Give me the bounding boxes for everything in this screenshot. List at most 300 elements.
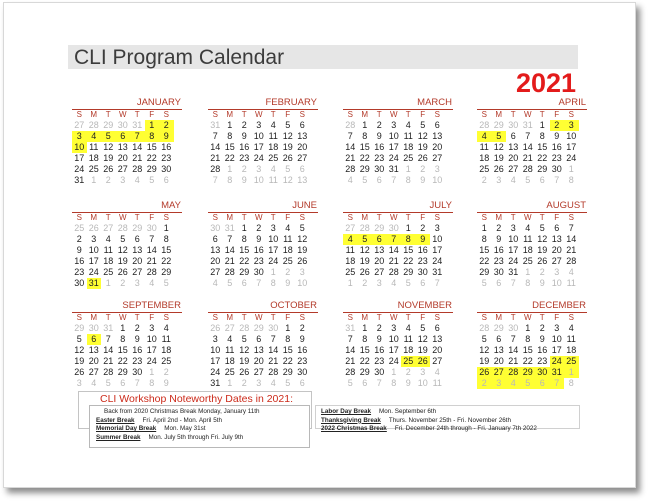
day-cell: 30 [161, 164, 172, 174]
day-cell: 8 [391, 378, 397, 388]
day-cell: 5 [481, 278, 487, 288]
weekday-header: T [376, 213, 382, 222]
weekday-header: S [568, 313, 574, 322]
day-cell: 2 [134, 323, 140, 333]
day-cell-highlighted: 31 [87, 278, 102, 289]
day-cell: 8 [120, 334, 126, 344]
day-cell: 5 [149, 175, 155, 185]
weekday-header: M [361, 213, 369, 222]
day-cell: 30 [297, 367, 308, 377]
day-cell: 15 [537, 142, 548, 152]
weekday-header: F [420, 213, 426, 222]
day-cell: 7 [525, 131, 531, 141]
day-cell: 15 [282, 345, 293, 355]
day-cell: 29 [239, 267, 250, 277]
day-cell-highlighted: 3 [564, 120, 579, 131]
day-cell: 20 [117, 153, 128, 163]
day-cell: 10 [388, 131, 399, 141]
day-cell-highlighted: 31 [550, 367, 565, 378]
day-cell: 10 [432, 175, 443, 185]
day-cell: 25 [282, 256, 293, 266]
day-cell: 5 [285, 164, 291, 174]
day-cell: 8 [525, 278, 531, 288]
day-cell: 30 [508, 120, 519, 130]
month-january [72, 97, 182, 186]
day-cell: 28 [345, 164, 356, 174]
day-cell: 31 [388, 164, 399, 174]
day-cell-highlighted: 7 [550, 378, 565, 389]
day-cell: 19 [103, 153, 114, 163]
day-cell: 4 [568, 267, 574, 277]
day-cell: 4 [434, 367, 440, 377]
day-cell: 2 [405, 367, 411, 377]
day-cell: 8 [227, 131, 233, 141]
day-cell: 22 [522, 356, 533, 366]
note-row [96, 408, 309, 417]
day-cell: 19 [417, 345, 428, 355]
day-cell: 27 [297, 153, 308, 163]
weekday-header: S [212, 213, 218, 222]
day-cell: 8 [568, 378, 574, 388]
day-cell: 2 [105, 175, 111, 185]
day-cell: 26 [417, 153, 428, 163]
day-cell-highlighted: 4 [506, 378, 521, 389]
day-cell: 28 [224, 267, 235, 277]
day-cell: 16 [161, 142, 172, 152]
month-name: NOVEMBER [343, 300, 453, 313]
day-cell: 27 [88, 367, 99, 377]
day-cell: 28 [479, 120, 490, 130]
month-name: AUGUST [477, 200, 587, 213]
weekday-header: W [254, 213, 263, 222]
day-cell: 19 [479, 356, 490, 366]
day-cell: 21 [522, 153, 533, 163]
day-cell: 25 [224, 367, 235, 377]
day-cell: 6 [134, 234, 140, 244]
day-cell: 28 [146, 267, 157, 277]
day-cell: 2 [496, 223, 502, 233]
day-cell: 8 [285, 334, 291, 344]
day-cell: 12 [239, 345, 250, 355]
day-cell: 6 [120, 378, 126, 388]
day-cell: 26 [239, 367, 250, 377]
weekday-header: F [420, 313, 426, 322]
weekday-header: T [134, 313, 140, 322]
weekday-header: M [495, 313, 503, 322]
day-cell-highlighted: 25 [564, 356, 579, 367]
day-cell: 26 [103, 164, 114, 174]
day-cell-highlighted: 2 [550, 120, 565, 131]
weekday-header: M [361, 313, 369, 322]
day-cell: 7 [256, 278, 262, 288]
day-cell: 28 [132, 164, 143, 174]
day-cell: 8 [481, 234, 487, 244]
day-cell-highlighted: 2 [477, 378, 492, 389]
weekday-header: F [149, 213, 155, 222]
day-cell: 9 [134, 334, 140, 344]
day-cell: 7 [212, 131, 218, 141]
month-november [343, 300, 453, 389]
weekday-header: W [523, 110, 532, 119]
day-cell: 9 [285, 278, 291, 288]
day-cell: 18 [224, 356, 235, 366]
weekday-header: T [376, 313, 382, 322]
day-cell: 2 [376, 323, 382, 333]
day-cell: 31 [345, 323, 356, 333]
day-cell: 1 [227, 164, 233, 174]
day-cell: 19 [239, 356, 250, 366]
weekday-header: S [163, 110, 169, 119]
weekday-header: W [254, 313, 263, 322]
day-cell: 30 [117, 120, 128, 130]
day-cell: 17 [210, 356, 221, 366]
day-cell: 11 [345, 245, 355, 255]
day-cell: 16 [537, 345, 548, 355]
weekday-header: W [389, 313, 398, 322]
day-cell: 11 [479, 142, 489, 152]
day-cell: 24 [388, 356, 399, 366]
day-cell: 12 [479, 345, 490, 355]
weekday-header: W [523, 213, 532, 222]
day-cell: 27 [432, 356, 443, 366]
note-row [321, 425, 579, 434]
day-cell: 28 [88, 120, 99, 130]
day-cell: 11 [566, 334, 576, 344]
day-cell: 13 [432, 131, 443, 141]
day-cell: 1 [163, 223, 169, 233]
day-cell: 7 [376, 378, 382, 388]
day-cell: 1 [227, 378, 233, 388]
day-cell: 4 [285, 223, 291, 233]
day-cell: 9 [420, 175, 426, 185]
day-cell-highlighted: 8 [145, 131, 160, 142]
day-cell: 3 [91, 234, 97, 244]
day-cell: 13 [88, 345, 99, 355]
day-cell: 3 [134, 278, 140, 288]
day-cell: 24 [432, 256, 443, 266]
day-cell: 14 [210, 142, 221, 152]
day-cell: 6 [510, 131, 516, 141]
day-cell: 31 [224, 223, 235, 233]
weekday-header: T [539, 213, 545, 222]
day-cell: 10 [551, 334, 562, 344]
note-label: 2022 Christmas Break [321, 425, 387, 432]
day-cell: 27 [253, 367, 264, 377]
weekday-header: S [481, 313, 487, 322]
day-cell: 19 [417, 142, 428, 152]
day-cell: 6 [554, 223, 560, 233]
weekday-header: F [554, 110, 560, 119]
month-august [477, 200, 587, 289]
day-cell: 20 [210, 256, 221, 266]
month-grid [208, 213, 318, 289]
day-cell: 7 [554, 175, 560, 185]
day-cell: 12 [417, 334, 428, 344]
day-cell: 29 [161, 267, 172, 277]
weekday-header: T [241, 213, 247, 222]
day-cell: 22 [537, 153, 548, 163]
day-cell: 22 [282, 356, 293, 366]
day-cell: 21 [132, 153, 143, 163]
day-cell: 18 [479, 153, 490, 163]
day-cell: 4 [91, 378, 97, 388]
day-cell: 22 [224, 153, 235, 163]
day-cell: 14 [224, 245, 235, 255]
weekday-header: M [495, 213, 503, 222]
day-cell: 9 [376, 334, 382, 344]
day-cell: 20 [551, 245, 562, 255]
day-cell: 5 [347, 378, 353, 388]
day-cell: 16 [74, 256, 85, 266]
weekday-header: T [510, 213, 516, 222]
day-cell: 11 [268, 131, 278, 141]
day-cell: 21 [210, 153, 221, 163]
day-cell: 8 [362, 334, 368, 344]
day-cell: 28 [268, 367, 279, 377]
day-cell: 31 [210, 120, 221, 130]
day-cell-highlighted: 7 [387, 234, 402, 245]
day-cell: 25 [103, 267, 114, 277]
day-cell: 17 [74, 153, 85, 163]
day-cell: 27 [551, 256, 562, 266]
day-cell: 16 [239, 142, 250, 152]
month-march [343, 97, 453, 186]
day-cell: 25 [161, 356, 172, 366]
day-cell: 2 [241, 378, 247, 388]
day-cell: 3 [434, 164, 440, 174]
day-cell: 27 [345, 223, 356, 233]
day-cell-highlighted: 25 [401, 356, 416, 367]
day-cell: 24 [74, 164, 85, 174]
day-cell: 30 [493, 267, 504, 277]
day-cell: 5 [285, 378, 291, 388]
day-cell: 18 [282, 245, 293, 255]
day-cell: 19 [297, 245, 308, 255]
weekday-header: T [405, 213, 411, 222]
day-cell: 13 [117, 142, 128, 152]
day-cell: 4 [270, 164, 276, 174]
day-cell: 13 [493, 345, 504, 355]
day-cell: 4 [105, 234, 111, 244]
day-cell-highlighted: 4 [343, 234, 358, 245]
day-cell: 14 [522, 142, 533, 152]
day-cell: 21 [268, 356, 279, 366]
day-cell-highlighted: 6 [116, 131, 131, 142]
day-cell: 30 [374, 367, 385, 377]
weekday-header: T [539, 313, 545, 322]
month-grid [343, 313, 453, 389]
day-cell: 11 [566, 278, 576, 288]
note-text: Back from 2020 Christmas Break Monday, January 11th [104, 408, 260, 415]
day-cell: 27 [508, 164, 519, 174]
day-cell: 21 [566, 245, 577, 255]
day-cell: 18 [268, 142, 279, 152]
page-title: CLI Program Calendar [74, 46, 285, 69]
day-cell: 2 [256, 223, 262, 233]
day-cell: 20 [432, 345, 443, 355]
day-cell: 4 [405, 323, 411, 333]
month-grid [208, 110, 318, 186]
day-cell: 8 [149, 378, 155, 388]
day-cell: 27 [74, 120, 85, 130]
weekday-header: T [134, 110, 140, 119]
day-cell: 22 [359, 356, 370, 366]
day-cell: 4 [525, 223, 531, 233]
day-cell: 6 [212, 234, 218, 244]
day-cell: 5 [105, 378, 111, 388]
day-cell-highlighted: 30 [535, 367, 550, 378]
day-cell: 21 [224, 256, 235, 266]
day-cell: 19 [537, 245, 548, 255]
day-cell: 17 [253, 142, 264, 152]
weekday-header: T [270, 313, 276, 322]
day-cell: 20 [253, 356, 264, 366]
day-cell: 12 [103, 142, 114, 152]
day-cell: 17 [388, 345, 399, 355]
day-cell: 28 [566, 256, 577, 266]
day-cell: 4 [270, 378, 276, 388]
day-cell: 14 [132, 142, 143, 152]
day-cell: 29 [74, 323, 85, 333]
day-cell-highlighted: 5 [101, 131, 116, 142]
weekday-header: S [434, 110, 440, 119]
day-cell: 26 [88, 223, 99, 233]
day-cell: 13 [297, 131, 308, 141]
day-cell: 30 [74, 278, 85, 288]
weekday-header: T [241, 110, 247, 119]
day-cell-highlighted: 6 [87, 334, 102, 345]
day-cell: 5 [227, 278, 233, 288]
note-row [321, 417, 579, 426]
day-cell: 18 [88, 153, 99, 163]
day-cell: 5 [299, 223, 305, 233]
month-name: SEPTEMBER [72, 300, 182, 313]
day-cell: 21 [345, 356, 356, 366]
day-cell: 9 [241, 175, 247, 185]
day-cell: 1 [149, 367, 155, 377]
day-cell: 29 [537, 164, 548, 174]
day-cell: 24 [146, 356, 157, 366]
day-cell: 4 [227, 334, 233, 344]
day-cell: 9 [405, 378, 411, 388]
day-cell: 17 [388, 142, 399, 152]
day-cell-highlighted: 26 [477, 367, 492, 378]
day-cell: 11 [268, 175, 278, 185]
weekday-header: S [434, 313, 440, 322]
day-cell: 23 [417, 256, 428, 266]
day-cell: 30 [88, 323, 99, 333]
day-cell: 9 [496, 234, 502, 244]
day-cell: 23 [253, 256, 264, 266]
day-cell: 5 [362, 175, 368, 185]
day-cell: 4 [347, 175, 353, 185]
day-cell: 3 [391, 323, 397, 333]
day-cell: 7 [212, 175, 218, 185]
day-cell: 16 [417, 245, 428, 255]
day-cell: 8 [525, 334, 531, 344]
day-cell: 13 [551, 234, 562, 244]
note-text: Fri. December 24th through - Fri. January 7th 2022 [394, 425, 537, 432]
weekday-header: S [568, 213, 574, 222]
day-cell: 19 [282, 142, 293, 152]
weekday-header: W [118, 213, 127, 222]
day-cell: 6 [496, 278, 502, 288]
day-cell: 15 [117, 345, 128, 355]
day-cell: 29 [253, 323, 264, 333]
day-cell: 14 [345, 345, 356, 355]
note-text: Thurs. November 25th - Fri. November 26th [388, 416, 511, 424]
day-cell: 10 [88, 245, 99, 255]
day-cell: 29 [282, 367, 293, 377]
day-cell: 10 [253, 131, 264, 141]
day-cell: 23 [239, 153, 250, 163]
month-july [343, 200, 453, 289]
day-cell: 1 [405, 164, 411, 174]
day-cell: 2 [163, 367, 169, 377]
day-cell: 28 [522, 164, 533, 174]
weekday-header: T [510, 110, 516, 119]
day-cell: 10 [146, 334, 157, 344]
day-cell: 1 [362, 120, 368, 130]
day-cell: 25 [403, 153, 414, 163]
month-may [72, 200, 182, 289]
day-cell: 5 [539, 223, 545, 233]
day-cell: 15 [522, 345, 533, 355]
day-cell: 10 [508, 234, 519, 244]
month-grid [477, 110, 587, 186]
day-cell: 12 [417, 131, 428, 141]
day-cell: 16 [132, 345, 143, 355]
notes-right-box [315, 405, 580, 432]
day-cell: 4 [149, 278, 155, 288]
day-cell: 14 [388, 245, 399, 255]
note-text: Mon. May 31st [164, 425, 206, 432]
day-cell: 8 [539, 131, 545, 141]
weekday-header: F [554, 313, 560, 322]
day-cell: 12 [493, 142, 504, 152]
day-cell: 10 [268, 234, 279, 244]
month-grid [208, 313, 318, 389]
day-cell: 12 [282, 175, 293, 185]
month-february [208, 97, 318, 186]
day-cell: 22 [403, 256, 414, 266]
day-cell: 6 [163, 175, 169, 185]
weekday-header: S [347, 110, 353, 119]
day-cell: 21 [345, 153, 356, 163]
day-cell: 18 [522, 245, 533, 255]
weekday-header: S [299, 213, 305, 222]
day-cell: 23 [161, 153, 172, 163]
weekday-header: S [299, 313, 305, 322]
day-cell: 22 [479, 256, 490, 266]
day-cell: 6 [434, 323, 440, 333]
day-cell: 6 [362, 378, 368, 388]
day-cell: 27 [210, 267, 221, 277]
day-cell: 9 [241, 131, 247, 141]
day-cell: 7 [105, 334, 111, 344]
day-cell: 10 [551, 278, 562, 288]
weekday-header: T [105, 213, 111, 222]
month-name: OCTOBER [208, 300, 318, 313]
day-cell: 13 [210, 245, 221, 255]
day-cell: 3 [149, 323, 155, 333]
weekday-header: W [389, 110, 398, 119]
day-cell: 1 [391, 367, 397, 377]
day-cell: 5 [120, 234, 126, 244]
weekday-header: W [389, 213, 398, 222]
day-cell: 1 [285, 323, 291, 333]
day-cell: 7 [149, 234, 155, 244]
